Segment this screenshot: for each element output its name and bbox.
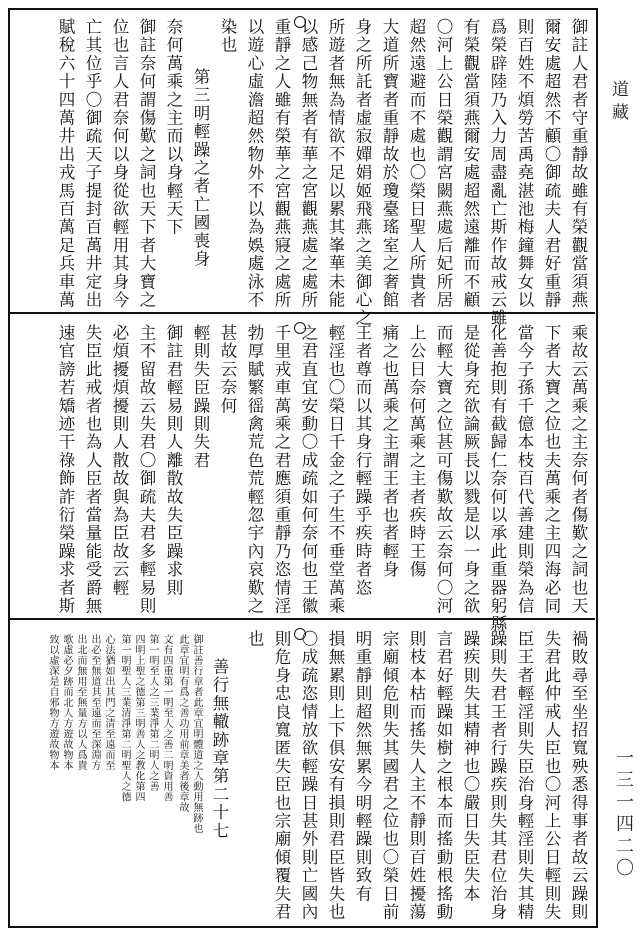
text-column: 臣王者輕淫則失臣治身輕淫則失其精 [515,630,534,922]
chapter-title: 善行無轍跡章第二十七 [210,658,229,840]
text-column: 〇河上公日榮觀謂宮闕燕處后妃所居 [434,18,453,310]
text-panel-3 [12,630,592,924]
text-column: 則枝本枯而搖失人主不靜則百姓擾蕩 [407,630,426,922]
text-column: 之君直宜安動〇成疏如何奈何也王徽 [299,324,318,616]
text-column: 千里戎車萬乘之君應須重靜乃恣情淫 [272,324,291,616]
text-column: 以感己物無者有華之宮觀燕處之處所 [299,18,318,310]
text-column: 宗廟傾危則失其國君之位也〇榮日前 [380,630,399,922]
text-column: 也 [245,630,264,649]
text-column: 上公日奈何萬乘之主者疾時王傷 [407,324,426,579]
text-column: 下者大寶之位也夫萬乘之主四海必同 [542,324,561,616]
annotation-column: 歌虛必夕跡而北人方遊故物本 [61,634,72,771]
margin-title: 道藏 [608,80,628,126]
text-column: 必煩擾煩擾則人散故與為臣故云輕 [110,324,129,597]
text-column: 爾安處超然不顧〇御疏夫人君好重靜 [542,18,561,310]
text-column: 則危身忠良寬匿失臣也宗廟傾覆失君 [272,630,291,922]
text-column: 躁則失君王者行躁疾則失其君位治身 [488,630,507,922]
text-column: 位也言人君奈何以身從欲輕用其身今 [110,18,129,310]
text-column: 當今子孫千億本枝百代善建則榮為信 [515,324,534,616]
text-column: 王者尊而以其身行輕躁乎疾時者恣 [353,324,372,597]
text-column: 御註奈何謂傷歎之詞也天下者大寶之 [137,18,156,310]
text-column: 御註人君者守重靜故雖有榮觀當須燕 [569,18,588,310]
annotation-column: 出必至無道其至遠而至深淵方 [89,634,100,771]
annotation-column: 御註善行章者此章宜明體道之人動用無跡也 [191,634,202,834]
text-column: 大道所寶者重靜故於瓊臺瑤室之奢館 [380,18,399,310]
text-column: 〇成疏恣情放欲輕躁日甚外則亡國內 [299,630,318,922]
annotation-column: 四明上聖之德第三明善人之教化第四 [133,634,144,802]
annotation-column: 此章宜明有爲之善功用前章美者後章故 [177,634,188,813]
page-folio: 一三一四二〇 [613,748,634,880]
text-panel-1 [12,18,592,328]
text-column: 御註君輕易則人離散故失臣躁求則 [164,324,183,597]
text-column: 賦稅六十四萬井出戎馬百萬足兵車萬 [56,18,75,310]
scripture-line: 輕則失臣躁則失君 [191,324,210,470]
text-column: 明重靜則超然無累今明輕躁則致有 [353,630,372,903]
annotation-column: 第一明聖人三業清淨第二明聖人之德 [119,634,130,802]
annotation-column: 心法猶如出其門之清至遠而至 [103,634,114,771]
text-column: 身之所託者虛寂嬋娟姬飛燕之美御心之 [353,18,372,328]
text-column: 超然遠避而不處也〇榮日聖人所貴者 [407,18,426,310]
text-column: 損無累則上下俱安有損則君臣皆失也 [326,630,345,922]
text-column: 所遊者無為情欲不足以累其峯華未能 [326,18,345,310]
text-column: 而輕大寶之位甚可傷歎故云奈何〇河 [434,324,453,616]
text-column: 輕淫也〇榮日千金之子生不垂堂萬乘 [326,324,345,616]
annotation-column: 致以虛深是自邪物方遊故物本 [47,634,58,771]
scripture-line: 奈何萬乘之主而以身輕天下 [164,18,183,237]
annotation-column: 文有四重第一明至人之善二明資用善 [161,634,172,802]
text-column: 有榮觀當須燕爾安處超然遠離而不顧 [461,18,480,310]
annotation-column: 第一明至人之三業淨第二明人之善 [147,634,158,792]
text-column: 禍敗尋至坐招寬殃悉得事者故云躁則 [569,630,588,922]
text-column: 失臣此戒者也為人臣者當量能受爵無 [83,324,102,616]
text-column: 則百姓不煩勞苦禹堯湛池梅鐘舞女以 [515,18,534,310]
text-column: 以遊心虛澹超然物外不以為娛處泳不 [245,18,264,310]
text-column: 主不留故云失君〇御疏夫君多輕易則 [137,324,156,616]
text-panel-2 [12,324,592,634]
section-heading: 第三明輕躁之者亡國喪身 [191,68,210,269]
text-column: 躁疾則失其精神也〇嚴日失臣失本 [461,630,480,903]
text-column: 爲榮辟陸乃入力周盡亂亡斯作故戒云雖 [488,18,507,328]
text-column: 痛之也萬乘之主謂王者也者輕身 [380,324,399,579]
text-column: 亡其位乎〇御疏天子提封百萬井定出 [83,18,102,310]
text-column: 重靜之人雖有榮華之宮觀燕寢之處所 [272,18,291,310]
text-column: 化善抱則有截歸仁奈何以承此重器躬縣 [488,324,507,634]
text-column: 言君好輕躁如樹之根本而搖動根搖動 [434,630,453,922]
annotation-column: 出北而無用至無量方以人爲貴 [75,634,86,771]
text-column: 速官謗若矯迹干祿飾詐衍榮躁求者斯 [56,324,75,616]
text-column: 染也 [218,18,237,55]
text-column: 甚故云奈何 [218,324,237,415]
text-column: 失君此仲戒人臣也〇河上公日輕則失 [542,630,561,922]
text-column: 乘故云萬乘之主奈何者傷歎之詞也天 [569,324,588,616]
text-column: 勃厚賦繁徭禽荒色荒輕忽宇內哀歎之 [245,324,264,616]
text-column: 是從身充欲論厥長以戮是以一身之欲 [461,324,480,616]
